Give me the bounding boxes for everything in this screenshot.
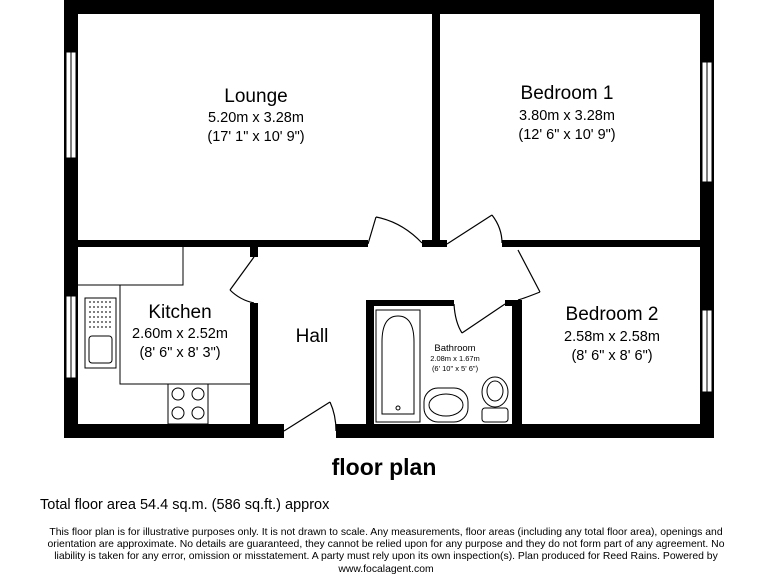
kitchen-sink bbox=[85, 298, 116, 368]
bathtub bbox=[376, 310, 420, 422]
outer-walls bbox=[64, 0, 714, 438]
total-floor-area: Total floor area 54.4 sq.m. (586 sq.ft.) approx bbox=[40, 497, 330, 513]
bedroom2-name: Bedroom 2 bbox=[565, 304, 659, 325]
lounge-name: Lounge bbox=[224, 86, 288, 107]
bathroom-name: Bathroom bbox=[434, 343, 476, 354]
front-door bbox=[284, 402, 336, 431]
hob bbox=[168, 384, 208, 424]
bedroom1-dimensions-metric: 3.80m x 3.28m bbox=[519, 108, 615, 124]
kitchen-worktop bbox=[78, 247, 183, 285]
disclaimer-text: This floor plan is for illustrative purposes only. It is not drawn to scale. Any measurements, floor areas (including any total floor area), openings and orientation are approximate. No details are guaranteed, they cannot be relied upon for any purpose and they do not form part of any agreement. No liability is taken for any error, omission or misstatement. A party must rely upon its own inspection(s). Plan produced for Reed Rains. Powered by www.focalagent.com bbox=[47, 527, 725, 575]
doors bbox=[230, 215, 540, 431]
bedroom1-dimensions-imperial: (12' 6" x 10' 9") bbox=[518, 127, 616, 143]
bedroom1-name: Bedroom 1 bbox=[520, 83, 614, 104]
door-bathroom bbox=[454, 304, 505, 333]
lounge-dimensions-metric: 5.20m x 3.28m bbox=[208, 110, 304, 126]
bedroom2-dimensions-metric: 2.58m x 2.58m bbox=[564, 329, 660, 345]
bathroom-dimensions-metric: 2.08m x 1.67m bbox=[430, 354, 480, 363]
bathroom-dimensions-imperial: (6' 10" x 5' 6") bbox=[431, 364, 479, 373]
lounge-dimensions-imperial: (17' 1" x 10' 9") bbox=[207, 129, 305, 145]
kitchen-dimensions-imperial: (8' 6" x 8' 3") bbox=[139, 345, 221, 361]
door-bedroom2 bbox=[518, 250, 540, 300]
wash-basin bbox=[424, 388, 468, 422]
kitchen-dimensions-metric: 2.60m x 2.52m bbox=[132, 326, 228, 342]
door-kitchen bbox=[230, 257, 254, 303]
room-labels bbox=[132, 83, 660, 373]
plan-title: floor plan bbox=[331, 454, 437, 480]
door-bedroom1 bbox=[447, 215, 502, 244]
bedroom2-dimensions-imperial: (8' 6" x 8' 6") bbox=[571, 348, 653, 364]
toilet bbox=[482, 377, 508, 422]
kitchen-name: Kitchen bbox=[148, 302, 212, 323]
hall-name: Hall bbox=[295, 326, 329, 347]
door-lounge bbox=[368, 217, 422, 244]
